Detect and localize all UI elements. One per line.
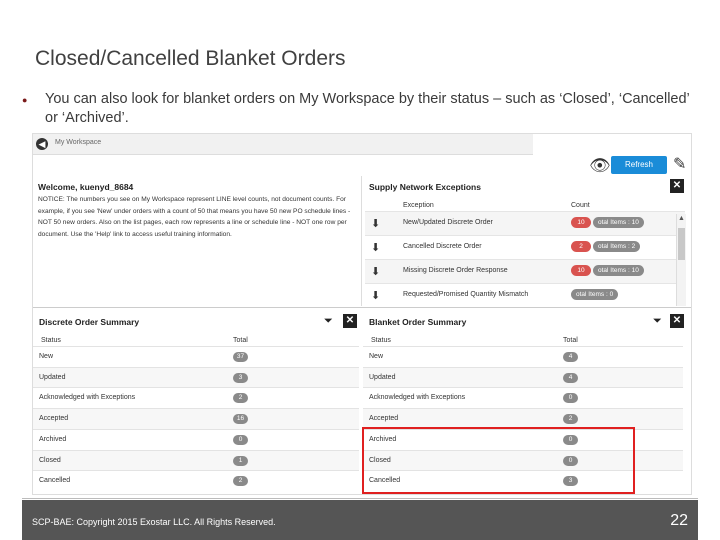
count-badge[interactable]: 2 — [233, 393, 248, 403]
close-icon[interactable]: ✕ — [670, 314, 684, 328]
summary-row[interactable] — [33, 450, 359, 471]
summary-row[interactable] — [33, 429, 359, 450]
copyright-text: SCP-BAE: Copyright 2015 Exostar LLC. All Rights Reserved. — [32, 517, 276, 527]
exception-label[interactable]: Requested/Promised Quantity Mismatch — [403, 291, 529, 298]
status-label[interactable]: New — [369, 353, 384, 360]
count-col-header[interactable]: Count — [571, 202, 590, 209]
summary-row[interactable] — [33, 346, 359, 367]
summary-row[interactable] — [363, 387, 683, 408]
exceptions-title: Supply Network Exceptions — [369, 182, 481, 192]
status-label[interactable]: Cancelled — [39, 477, 71, 485]
status-label[interactable]: Acknowledged with Exceptions — [39, 394, 136, 402]
count-badge[interactable]: 2 — [233, 476, 248, 486]
total-items-badge[interactable]: otal Items : 10 — [593, 265, 644, 276]
exception-row[interactable] — [365, 259, 685, 284]
summary-row[interactable] — [33, 408, 359, 429]
download-icon[interactable]: ⬇ — [371, 266, 381, 278]
status-label[interactable]: Updated — [369, 373, 396, 381]
count-badge[interactable]: 3 — [563, 476, 578, 486]
total-items-badge[interactable]: otal Items : 10 — [593, 217, 644, 228]
total-col-header[interactable]: Total — [233, 337, 248, 344]
count-badge[interactable]: 4 — [563, 352, 578, 362]
summary-row[interactable] — [363, 367, 683, 388]
status-label[interactable]: Closed — [369, 456, 391, 464]
discrete-summary-title: Discrete Order Summary — [39, 317, 140, 327]
count-badge[interactable]: 1 — [233, 456, 248, 466]
filter-icon[interactable]: ⏷ — [324, 315, 333, 327]
footer-divider — [22, 498, 698, 499]
summary-row[interactable] — [33, 367, 359, 388]
count-badge[interactable]: 0 — [563, 393, 578, 403]
exception-row[interactable] — [365, 211, 685, 236]
status-col-header[interactable]: Status — [371, 337, 391, 344]
filter-icon[interactable]: ⏷ — [653, 315, 662, 327]
scroll-up-icon[interactable]: ▲ — [678, 215, 685, 222]
blanket-summary-title: Blanket Order Summary — [369, 317, 467, 327]
summary-row[interactable] — [33, 387, 359, 408]
exception-label[interactable]: Cancelled Discrete Order — [403, 243, 482, 250]
divider — [361, 176, 362, 306]
status-label[interactable]: Updated — [39, 373, 66, 381]
summary-row[interactable] — [363, 346, 683, 367]
eye-icon[interactable]: 👁 — [589, 156, 611, 175]
total-col-header[interactable]: Total — [563, 337, 578, 344]
close-icon[interactable]: ✕ — [670, 179, 684, 193]
page-number: 22 — [670, 512, 688, 529]
status-label[interactable]: New — [39, 353, 54, 360]
count-badge[interactable]: 37 — [233, 352, 248, 362]
breadcrumb[interactable]: My Workspace — [55, 139, 102, 146]
status-label[interactable]: Accepted — [39, 415, 69, 423]
download-icon[interactable]: ⬇ — [371, 290, 381, 302]
exception-label[interactable]: New/Updated Discrete Order — [403, 219, 493, 226]
status-label[interactable]: Closed — [39, 456, 61, 464]
back-arrow-icon[interactable]: ◀ — [36, 138, 48, 150]
exception-label[interactable]: Missing Discrete Order Response — [403, 267, 508, 274]
count-badge[interactable]: 0 — [563, 456, 578, 466]
status-label[interactable]: Accepted — [369, 415, 399, 423]
status-label[interactable]: Archived — [369, 435, 397, 443]
status-label[interactable]: Acknowledged with Exceptions — [369, 394, 466, 402]
exception-col-header[interactable]: Exception — [403, 202, 434, 209]
total-items-badge[interactable]: otal Items : 0 — [571, 289, 618, 300]
exception-row[interactable] — [365, 283, 685, 308]
scroll-thumb[interactable] — [678, 228, 685, 260]
scrollbar[interactable] — [676, 214, 686, 306]
edit-icon[interactable]: ✎ — [673, 156, 687, 173]
close-icon[interactable]: ✕ — [343, 314, 357, 328]
refresh-button[interactable]: Refresh — [611, 156, 667, 174]
red-count-badge[interactable]: 2 — [571, 241, 591, 252]
status-label[interactable]: Archived — [39, 435, 67, 443]
download-icon[interactable]: ⬇ — [371, 242, 381, 254]
bullet-text: You can also look for blanket orders on My Workspace by their status – such as ‘Closed’, ‘Cancelled’ or ‘Archived’. — [45, 91, 690, 126]
count-badge[interactable]: 4 — [563, 373, 578, 383]
count-badge[interactable]: 2 — [563, 414, 578, 424]
bullet-icon: ● — [22, 95, 28, 105]
count-badge[interactable]: 0 — [233, 435, 248, 445]
welcome-title: Welcome, kuenyd_8684 — [38, 182, 134, 192]
divider — [33, 307, 691, 308]
red-count-badge[interactable]: 10 — [571, 217, 591, 228]
highlight-box — [362, 427, 635, 494]
slide-title: Closed/Cancelled Blanket Orders — [35, 47, 346, 70]
notice-text: NOTICE: The numbers you see on My Workspace represent LINE level counts, not document counts. For example, if you see 'New' under orders with a count of 50 that means you have 50 new PO schedule lines - NOT 50 new orders. Also on the list pages, each row represents a line or schedule line - NOT one row per document. Use the 'Help' link to access useful training information. — [38, 196, 351, 238]
status-col-header[interactable]: Status — [41, 337, 61, 344]
summary-row[interactable] — [363, 408, 683, 429]
exception-row[interactable] — [365, 235, 685, 260]
status-label[interactable]: Cancelled — [369, 477, 401, 485]
footer-bar — [22, 500, 698, 540]
workspace-screenshot — [32, 133, 692, 495]
count-badge[interactable]: 3 — [233, 373, 248, 383]
red-count-badge[interactable]: 10 — [571, 265, 591, 276]
total-items-badge[interactable]: otal Items : 2 — [593, 241, 640, 252]
download-icon[interactable]: ⬇ — [371, 218, 381, 230]
nav-bar — [33, 134, 533, 155]
count-badge[interactable]: 16 — [233, 414, 248, 424]
count-badge[interactable]: 0 — [563, 435, 578, 445]
summary-row[interactable] — [33, 470, 359, 491]
